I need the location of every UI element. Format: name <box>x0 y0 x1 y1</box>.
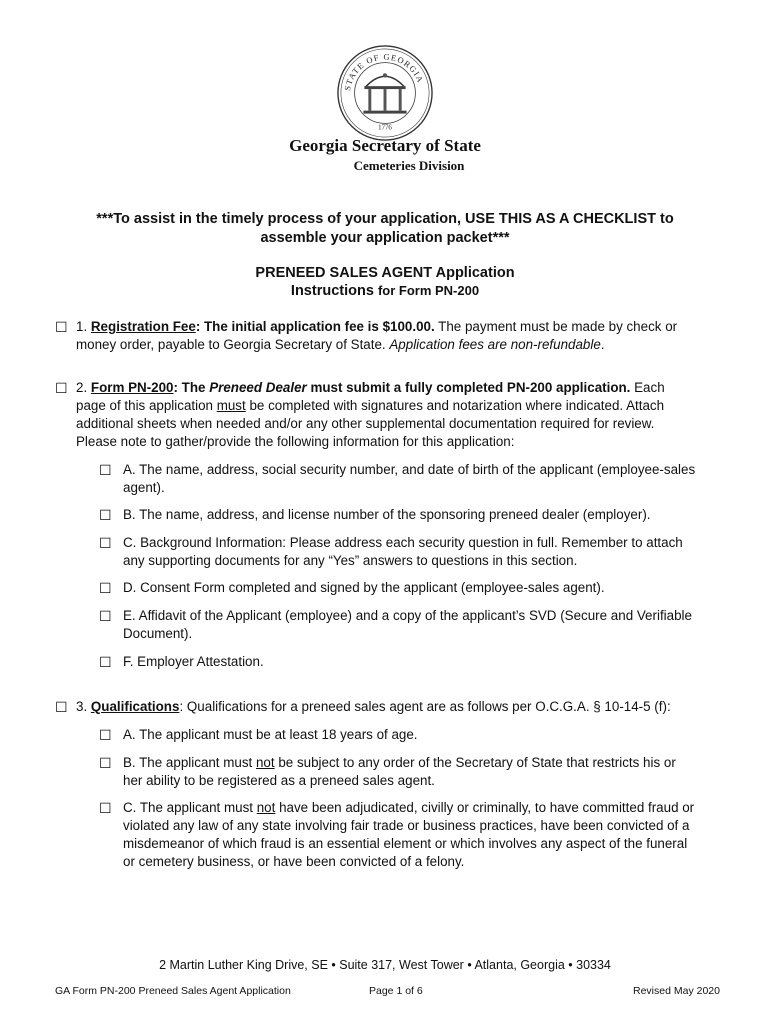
svg-text:STATE OF GEORGIA: STATE OF GEORGIA <box>342 52 426 92</box>
item-title: Registration Fee <box>90 319 196 334</box>
sub-item-text: A. The applicant must be at least 18 years of age. <box>123 727 418 742</box>
item-text: . <box>600 337 605 352</box>
sub-item-e <box>99 607 719 643</box>
sub-item-text: Document). <box>123 626 193 641</box>
item-underlined-text: must <box>216 398 246 413</box>
checklist-item-registration-fee <box>55 318 715 354</box>
sub-item-text: any supporting documents for any “Yes” answers to questions in this section. <box>123 553 578 568</box>
instructions-label: Instructions <box>290 283 374 299</box>
qualification-a <box>99 726 719 744</box>
item-text: Each <box>630 380 665 395</box>
item-italic-text: Application fees are non-refundable <box>389 337 601 352</box>
footer-revision-date: Revised May 2020 <box>633 985 720 997</box>
item-text: be completed with signatures and notarization where indicated. Attach <box>245 398 665 413</box>
checkbox-icon[interactable]: ☐ <box>99 654 112 670</box>
item-bold-italic-text: Preneed Dealer <box>209 380 307 395</box>
checkbox-icon[interactable]: ☐ <box>99 800 112 816</box>
item-title: Form PN-200 <box>90 380 174 395</box>
item-number: 3. <box>76 699 91 714</box>
application-title: PRENEED SALES AGENT Application <box>255 265 515 281</box>
sub-item-text: agent). <box>123 480 165 495</box>
sub-item-text: E. Affidavit of the Applicant (employee) and a copy of the applicant’s SVD (Secure and Verifiable <box>123 608 692 623</box>
underlined-not: not <box>256 800 276 815</box>
georgia-state-seal <box>336 44 434 142</box>
item-number: 1. <box>76 319 91 334</box>
form-reference: for Form PN-200 <box>377 283 480 298</box>
item-text: additional sheets when needed and/or any other supplemental documentation required for review. <box>76 416 655 431</box>
division-name: Cemeteries Division <box>353 158 465 173</box>
sub-item-text: F. Employer Attestation. <box>123 654 264 669</box>
sub-item-text: be subject to any order of the Secretary of State that restricts his or <box>274 755 676 770</box>
item-bold-text: : The initial application fee is $100.00. <box>195 319 435 334</box>
checkbox-icon[interactable]: ☐ <box>99 507 112 523</box>
sub-item-b <box>99 506 719 524</box>
checkbox-icon[interactable]: ☐ <box>55 319 68 335</box>
checkbox-icon[interactable]: ☐ <box>99 727 112 743</box>
checkbox-icon[interactable]: ☐ <box>99 580 112 596</box>
checklist-item-form-pn-200 <box>55 379 715 451</box>
checkbox-icon[interactable]: ☐ <box>99 462 112 478</box>
checklist-notice <box>0 210 770 248</box>
checkbox-icon[interactable]: ☐ <box>99 535 112 551</box>
sub-item-text: D. Consent Form completed and signed by the applicant (employee-sales agent). <box>123 580 605 595</box>
sub-item-c <box>99 534 719 570</box>
sub-item-f <box>99 653 719 671</box>
notice-line-1: ***To assist in the timely process of your application, USE THIS AS A CHECKLIST to <box>96 211 674 227</box>
checkbox-icon[interactable]: ☐ <box>55 380 68 396</box>
sub-item-text: have been adjudicated, civilly or criminally, to have committed fraud or <box>275 800 695 815</box>
sub-item-a <box>99 461 719 497</box>
item-text: money order, payable to Georgia Secretary of State. <box>76 337 390 352</box>
item-text: : Qualifications for a preneed sales agent are as follows per O.C.G.A. § 10-14-5 (f): <box>179 699 671 714</box>
item-title: Qualifications <box>90 699 180 714</box>
sub-item-text: C. Background Information: Please address each security question in full. Remember to attach <box>123 535 683 550</box>
footer-page-number: Page 1 of 6 <box>369 985 423 997</box>
item-number: 2. <box>76 380 91 395</box>
notice-line-2: assemble your application packet*** <box>260 230 510 246</box>
organization-name: Georgia Secretary of State <box>289 136 481 155</box>
item-bold-text: must submit a fully completed PN-200 application. <box>306 380 631 395</box>
sub-item-text: or cemetery business, or have been convicted of a felony. <box>123 854 465 869</box>
qualification-b <box>99 754 719 790</box>
footer-form-name: GA Form PN-200 Preneed Sales Agent Application <box>55 985 291 997</box>
sub-item-text: C. The applicant must <box>123 800 257 815</box>
checkbox-icon[interactable]: ☐ <box>99 755 112 771</box>
application-subtitle <box>0 283 770 299</box>
underlined-not: not <box>255 755 275 770</box>
checklist-item-qualifications <box>55 698 715 716</box>
item-text: page of this application <box>76 398 217 413</box>
svg-text:1776: 1776 <box>378 124 392 132</box>
item-bold-text: : The <box>173 380 210 395</box>
item-text: Please note to gather/provide the following information for this application: <box>76 434 515 449</box>
sub-item-d <box>99 579 719 597</box>
sub-item-text: misdemeanor of which fraud is an essential element or which involves any aspect of the funeral <box>123 836 688 851</box>
sub-item-text: her ability to be registered as a preneed sales agent. <box>123 773 435 788</box>
sub-item-text: B. The name, address, and license number of the sponsoring preneed dealer (employer). <box>123 507 651 522</box>
sub-item-text: violated any law of any state involving fair trade or business practices, have been convicted of a <box>123 818 690 833</box>
qualification-c <box>99 799 719 871</box>
sub-item-text: A. The name, address, social security number, and date of birth of the applicant (employee-sales <box>123 462 696 477</box>
checkbox-icon[interactable]: ☐ <box>55 699 68 715</box>
office-address: 2 Martin Luther King Drive, SE • Suite 317, West Tower • Atlanta, Georgia • 30334 <box>159 958 611 972</box>
checkbox-icon[interactable]: ☐ <box>99 608 112 624</box>
item-text: The payment must be made by check or <box>434 319 678 334</box>
sub-item-text: B. The applicant must <box>123 755 256 770</box>
